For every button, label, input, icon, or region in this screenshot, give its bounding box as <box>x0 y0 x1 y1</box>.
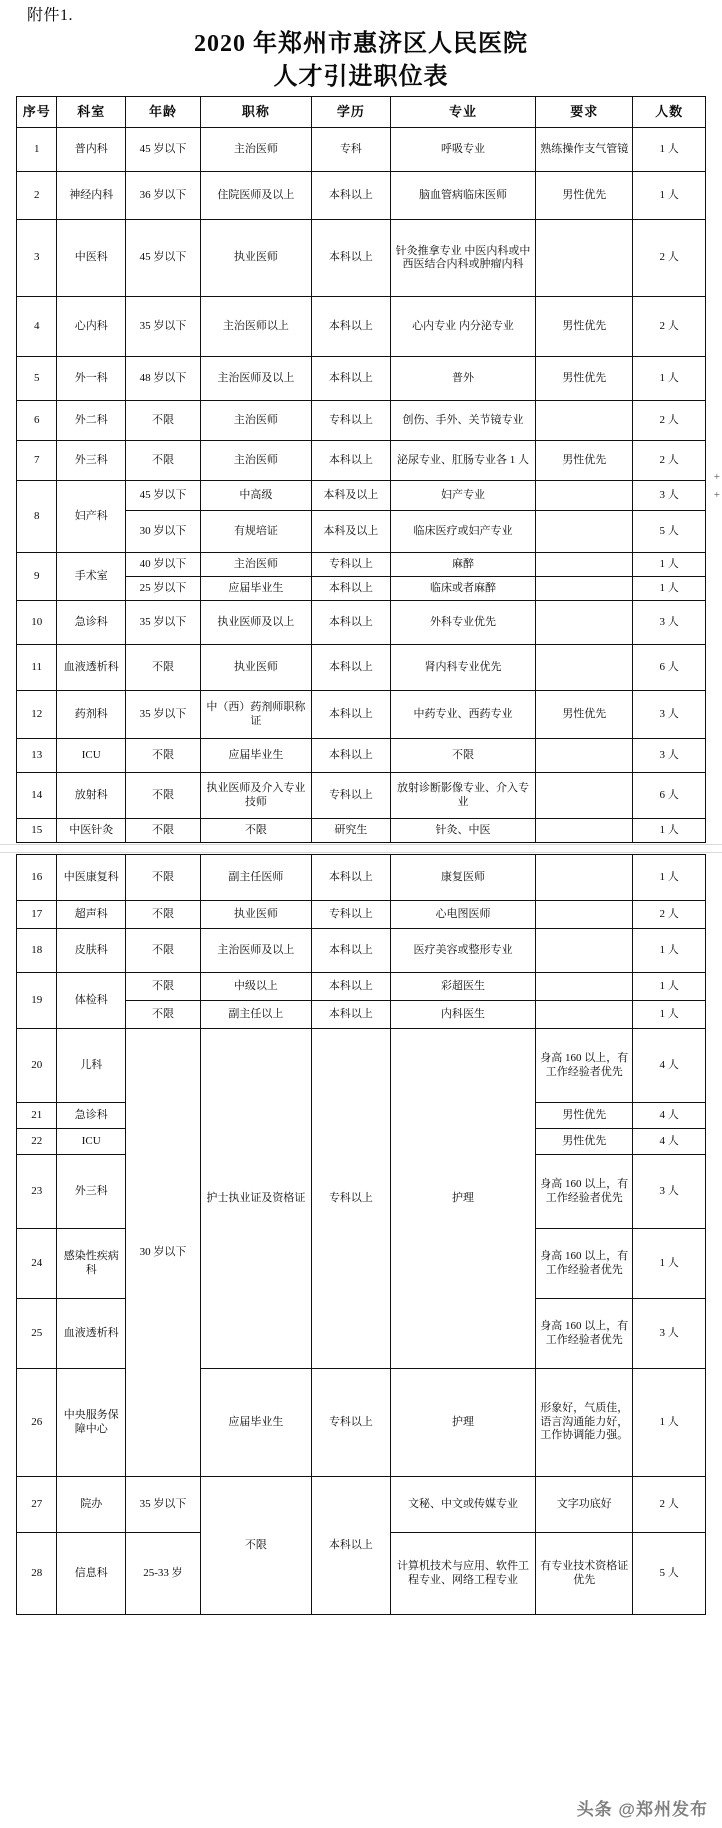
cell-req <box>536 401 633 441</box>
cell-major: 针灸、中医 <box>390 819 535 843</box>
cell-req: 男性优先 <box>536 1103 633 1129</box>
cell-dept: ICU <box>57 739 126 773</box>
cell-seq: 5 <box>17 357 57 401</box>
cell-dept: 院办 <box>57 1477 126 1533</box>
cell-edu: 本科以上 <box>311 855 390 901</box>
cell-age: 不限 <box>126 441 201 481</box>
cell-age: 不限 <box>126 739 201 773</box>
cell-dept: 血液透析科 <box>57 645 126 691</box>
cell-age: 35 岁以下 <box>126 601 201 645</box>
table-row <box>17 855 706 901</box>
cell-count: 6 人 <box>633 773 706 819</box>
cell-count: 2 人 <box>633 901 706 929</box>
cell-seq: 3 <box>17 220 57 297</box>
cell-major: 妇产专业 <box>390 481 535 511</box>
cell-dept: 急诊科 <box>57 1103 126 1129</box>
cell-seq: 9 <box>17 553 57 601</box>
table-body-page1 <box>17 128 706 843</box>
cell-edu: 本科以上 <box>311 929 390 973</box>
cell-title: 中级以上 <box>200 973 311 1001</box>
cell-age: 35 岁以下 <box>126 1477 201 1533</box>
cell-seq: 28 <box>17 1533 57 1615</box>
cell-edu: 本科以上 <box>311 577 390 601</box>
cell-req <box>536 929 633 973</box>
cell-count: 3 人 <box>633 1299 706 1369</box>
cell-seq: 13 <box>17 739 57 773</box>
cell-count: 2 人 <box>633 220 706 297</box>
cell-major: 计算机技术与应用、软件工程专业、网络工程专业 <box>390 1533 535 1615</box>
cell-title: 主治医师 <box>200 441 311 481</box>
cell-seq: 22 <box>17 1129 57 1155</box>
cell-seq: 19 <box>17 973 57 1029</box>
cell-req <box>536 511 633 553</box>
cell-edu: 本科及以上 <box>311 481 390 511</box>
table-row <box>17 691 706 739</box>
cell-dept: 药剂科 <box>57 691 126 739</box>
cell-req <box>536 739 633 773</box>
cell-seq: 4 <box>17 297 57 357</box>
cell-dept: 血液透析科 <box>57 1299 126 1369</box>
cell-req <box>536 577 633 601</box>
cell-edu: 专科以上 <box>311 901 390 929</box>
table-row <box>17 357 706 401</box>
cell-count: 1 人 <box>633 973 706 1001</box>
cell-title: 应届毕业生 <box>200 739 311 773</box>
cell-seq: 26 <box>17 1369 57 1477</box>
cell-dept: 手术室 <box>57 553 126 601</box>
cell-major: 放射诊断影像专业、介入专业 <box>390 773 535 819</box>
cell-req: 男性优先 <box>536 297 633 357</box>
cell-req <box>536 901 633 929</box>
cell-dept: 外二科 <box>57 401 126 441</box>
cell-req <box>536 220 633 297</box>
cell-count: 3 人 <box>633 1155 706 1229</box>
cell-req: 男性优先 <box>536 1129 633 1155</box>
cell-title: 主治医师 <box>200 128 311 172</box>
cell-dept: 中医科 <box>57 220 126 297</box>
cell-title: 主治医师以上 <box>200 297 311 357</box>
cell-dept: 外一科 <box>57 357 126 401</box>
cell-dept: 中医针灸 <box>57 819 126 843</box>
table-body-page2 <box>17 855 706 1615</box>
cell-title: 中高级 <box>200 481 311 511</box>
cell-title: 中（西）药剂师职称证 <box>200 691 311 739</box>
cell-count: 2 人 <box>633 401 706 441</box>
cell-age: 35 岁以下 <box>126 691 201 739</box>
cell-title: 执业医师 <box>200 220 311 297</box>
cell-age: 不限 <box>126 401 201 441</box>
cell-req <box>536 481 633 511</box>
cell-major: 外科专业优先 <box>390 601 535 645</box>
watermark: 头条 @郑州发布 <box>576 1800 708 1819</box>
cell-age: 45 岁以下 <box>126 220 201 297</box>
cell-count: 6 人 <box>633 645 706 691</box>
cell-count: 4 人 <box>633 1103 706 1129</box>
cell-dept: 信息科 <box>57 1533 126 1615</box>
cell-major: 泌尿专业、肛肠专业各 1 人 <box>390 441 535 481</box>
cell-title-merged: 不限 <box>200 1477 311 1615</box>
table-header-row <box>17 97 706 128</box>
page-break-seam <box>16 843 706 854</box>
job-table-container <box>16 96 706 1615</box>
cell-edu: 专科以上 <box>311 1369 390 1477</box>
cell-count: 5 人 <box>633 1533 706 1615</box>
cell-edu: 本科以上 <box>311 220 390 297</box>
job-positions-table <box>16 96 706 843</box>
cell-count: 2 人 <box>633 1477 706 1533</box>
cell-title: 执业医师 <box>200 645 311 691</box>
cell-seq: 17 <box>17 901 57 929</box>
cell-major: 临床或者麻醉 <box>390 577 535 601</box>
cell-count: 2 人 <box>633 441 706 481</box>
column-header-count: 人数 <box>633 97 706 128</box>
cell-age: 不限 <box>126 901 201 929</box>
cell-count: 3 人 <box>633 481 706 511</box>
table-row <box>17 739 706 773</box>
table-row <box>17 172 706 220</box>
cell-edu: 本科以上 <box>311 441 390 481</box>
cell-age: 不限 <box>126 929 201 973</box>
column-header-dept: 科室 <box>57 97 126 128</box>
cell-dept: 皮肤科 <box>57 929 126 973</box>
cell-count: 5 人 <box>633 511 706 553</box>
cell-age: 25 岁以下 <box>126 577 201 601</box>
cell-edu: 本科以上 <box>311 691 390 739</box>
column-header-seq: 序号 <box>17 97 57 128</box>
cell-req: 男性优先 <box>536 441 633 481</box>
cell-title: 不限 <box>200 819 311 843</box>
cell-edu: 本科及以上 <box>311 511 390 553</box>
cell-major: 针灸推拿专业 中医内科或中西医结合内科或肿瘤内科 <box>390 220 535 297</box>
cell-req <box>536 819 633 843</box>
cell-dept: 妇产科 <box>57 481 126 553</box>
cell-age: 36 岁以下 <box>126 172 201 220</box>
cell-title: 有规培证 <box>200 511 311 553</box>
cell-age: 40 岁以下 <box>126 553 201 577</box>
cell-count: 4 人 <box>633 1029 706 1103</box>
cell-req: 男性优先 <box>536 172 633 220</box>
cell-edu-merged: 专科以上 <box>311 1029 390 1369</box>
cell-req <box>536 773 633 819</box>
cell-req: 男性优先 <box>536 691 633 739</box>
cell-req: 文字功底好 <box>536 1477 633 1533</box>
cell-title: 副主任医师 <box>200 855 311 901</box>
cell-seq: 2 <box>17 172 57 220</box>
cell-count: 1 人 <box>633 577 706 601</box>
cell-title: 主治医师 <box>200 553 311 577</box>
cell-req <box>536 645 633 691</box>
cell-seq: 15 <box>17 819 57 843</box>
cell-count: 3 人 <box>633 739 706 773</box>
cell-dept: 急诊科 <box>57 601 126 645</box>
column-header-age: 年龄 <box>126 97 201 128</box>
cell-count: 1 人 <box>633 172 706 220</box>
table-row <box>17 481 706 511</box>
cell-count: 1 人 <box>633 553 706 577</box>
table-row <box>17 220 706 297</box>
table-row <box>17 773 706 819</box>
cell-req: 形象好，气质佳，语言沟通能力好，工作协调能力强。 <box>536 1369 633 1477</box>
cell-edu: 本科以上 <box>311 601 390 645</box>
table-row <box>17 441 706 481</box>
table-row <box>17 973 706 1001</box>
cell-age: 45 岁以下 <box>126 481 201 511</box>
cell-title-merged: 护士执业证及资格证 <box>200 1029 311 1369</box>
table-row <box>17 929 706 973</box>
cell-dept: 超声科 <box>57 901 126 929</box>
cell-title: 执业医师 <box>200 901 311 929</box>
cell-major: 文秘、中文或传媒专业 <box>390 1477 535 1533</box>
cell-age: 30 岁以下 <box>126 511 201 553</box>
cell-age: 不限 <box>126 855 201 901</box>
page-title <box>0 28 722 94</box>
cell-req <box>536 553 633 577</box>
column-header-req: 要求 <box>536 97 633 128</box>
cell-age: 35 岁以下 <box>126 297 201 357</box>
column-header-major: 专业 <box>390 97 535 128</box>
column-header-edu: 学历 <box>311 97 390 128</box>
cell-seq: 20 <box>17 1029 57 1103</box>
cell-title: 执业医师及以上 <box>200 601 311 645</box>
table-row <box>17 1029 706 1103</box>
column-header-title: 职称 <box>200 97 311 128</box>
page-title-line-2: 人才引进职位表 <box>273 64 449 90</box>
cell-age: 48 岁以下 <box>126 357 201 401</box>
cell-seq: 25 <box>17 1299 57 1369</box>
table-row <box>17 1369 706 1477</box>
cell-edu: 本科以上 <box>311 645 390 691</box>
table-row <box>17 553 706 577</box>
cell-title: 主治医师及以上 <box>200 357 311 401</box>
cell-title: 执业医师及介入专业技师 <box>200 773 311 819</box>
cell-dept: 中医康复科 <box>57 855 126 901</box>
table-row <box>17 901 706 929</box>
cell-title: 住院医师及以上 <box>200 172 311 220</box>
cell-edu: 本科以上 <box>311 973 390 1001</box>
cell-req: 身高 160 以上，有工作经验者优先 <box>536 1299 633 1369</box>
cell-age: 不限 <box>126 819 201 843</box>
cell-count: 1 人 <box>633 1369 706 1477</box>
cell-major: 护理 <box>390 1369 535 1477</box>
cell-edu: 研究生 <box>311 819 390 843</box>
cell-edu: 本科以上 <box>311 172 390 220</box>
cell-major: 麻醉 <box>390 553 535 577</box>
cell-count: 1 人 <box>633 929 706 973</box>
cell-edu: 本科以上 <box>311 357 390 401</box>
attachment-label: 附件1. <box>27 7 74 24</box>
cell-req: 身高 160 以上，有工作经验者优先 <box>536 1229 633 1299</box>
table-row <box>17 601 706 645</box>
cell-age: 不限 <box>126 645 201 691</box>
cell-count: 1 人 <box>633 1229 706 1299</box>
cell-dept: 放射科 <box>57 773 126 819</box>
cell-dept: 外三科 <box>57 1155 126 1229</box>
cell-age: 不限 <box>126 773 201 819</box>
cell-age-merged: 30 岁以下 <box>126 1029 201 1477</box>
cell-dept: 外三科 <box>57 441 126 481</box>
cell-count: 1 人 <box>633 855 706 901</box>
cell-count: 3 人 <box>633 691 706 739</box>
cell-seq: 6 <box>17 401 57 441</box>
cell-count: 4 人 <box>633 1129 706 1155</box>
cell-major-merged: 护理 <box>390 1029 535 1369</box>
cell-seq: 10 <box>17 601 57 645</box>
table-row <box>17 128 706 172</box>
cell-major: 康复医师 <box>390 855 535 901</box>
cell-age: 不限 <box>126 1001 201 1029</box>
cell-major: 心电图医师 <box>390 901 535 929</box>
cell-count: 3 人 <box>633 601 706 645</box>
scan-edge-marker-bottom: + <box>713 489 720 501</box>
cell-count: 1 人 <box>633 1001 706 1029</box>
cell-edu: 专科 <box>311 128 390 172</box>
cell-major: 脑血管病临床医师 <box>390 172 535 220</box>
cell-dept: ICU <box>57 1129 126 1155</box>
cell-age: 不限 <box>126 973 201 1001</box>
cell-major: 内科医生 <box>390 1001 535 1029</box>
cell-major: 不限 <box>390 739 535 773</box>
cell-age: 25-33 岁 <box>126 1533 201 1615</box>
cell-major: 普外 <box>390 357 535 401</box>
cell-count: 1 人 <box>633 357 706 401</box>
table-row <box>17 401 706 441</box>
cell-req: 身高 160 以上，有工作经验者优先 <box>536 1155 633 1229</box>
cell-edu: 本科以上 <box>311 1001 390 1029</box>
cell-edu: 本科以上 <box>311 739 390 773</box>
cell-dept: 感染性疾病科 <box>57 1229 126 1299</box>
cell-seq: 12 <box>17 691 57 739</box>
cell-major: 肾内科专业优先 <box>390 645 535 691</box>
cell-major: 临床医疗或妇产专业 <box>390 511 535 553</box>
cell-major: 医疗美容或整形专业 <box>390 929 535 973</box>
cell-req <box>536 855 633 901</box>
cell-edu-merged: 本科以上 <box>311 1477 390 1615</box>
cell-count: 1 人 <box>633 128 706 172</box>
cell-major: 中药专业、西药专业 <box>390 691 535 739</box>
cell-req <box>536 601 633 645</box>
cell-major: 彩超医生 <box>390 973 535 1001</box>
cell-edu: 专科以上 <box>311 401 390 441</box>
cell-seq: 8 <box>17 481 57 553</box>
table-row <box>17 819 706 843</box>
cell-dept: 心内科 <box>57 297 126 357</box>
cell-edu: 本科以上 <box>311 297 390 357</box>
scan-edge-marker-top: + <box>713 471 720 483</box>
cell-req: 男性优先 <box>536 357 633 401</box>
cell-dept: 中央服务保障中心 <box>57 1369 126 1477</box>
cell-major: 心内专业 内分泌专业 <box>390 297 535 357</box>
cell-seq: 11 <box>17 645 57 691</box>
table-row <box>17 1477 706 1533</box>
cell-major: 呼吸专业 <box>390 128 535 172</box>
cell-major: 创伤、手外、关节镜专业 <box>390 401 535 441</box>
cell-seq: 14 <box>17 773 57 819</box>
job-positions-table-continued <box>16 854 706 1615</box>
cell-req <box>536 973 633 1001</box>
cell-title: 应届毕业生 <box>200 577 311 601</box>
cell-seq: 16 <box>17 855 57 901</box>
cell-edu: 专科以上 <box>311 773 390 819</box>
cell-seq: 7 <box>17 441 57 481</box>
page-title-line-1: 2020 年郑州市惠济区人民医院 <box>194 31 528 57</box>
cell-title: 主治医师 <box>200 401 311 441</box>
cell-title: 主治医师及以上 <box>200 929 311 973</box>
cell-seq: 21 <box>17 1103 57 1129</box>
table-row <box>17 645 706 691</box>
cell-title: 应届毕业生 <box>200 1369 311 1477</box>
cell-dept: 神经内科 <box>57 172 126 220</box>
cell-seq: 23 <box>17 1155 57 1229</box>
cell-edu: 专科以上 <box>311 553 390 577</box>
cell-seq: 18 <box>17 929 57 973</box>
cell-seq: 27 <box>17 1477 57 1533</box>
cell-req: 有专业技术资格证优先 <box>536 1533 633 1615</box>
cell-count: 2 人 <box>633 297 706 357</box>
cell-dept: 体检科 <box>57 973 126 1029</box>
cell-dept: 普内科 <box>57 128 126 172</box>
cell-req <box>536 1001 633 1029</box>
cell-title: 副主任以上 <box>200 1001 311 1029</box>
cell-seq: 1 <box>17 128 57 172</box>
cell-count: 1 人 <box>633 819 706 843</box>
table-row <box>17 297 706 357</box>
cell-age: 45 岁以下 <box>126 128 201 172</box>
cell-req: 熟练操作支气管镜 <box>536 128 633 172</box>
cell-req: 身高 160 以上，有工作经验者优先 <box>536 1029 633 1103</box>
cell-seq: 24 <box>17 1229 57 1299</box>
cell-dept: 儿科 <box>57 1029 126 1103</box>
